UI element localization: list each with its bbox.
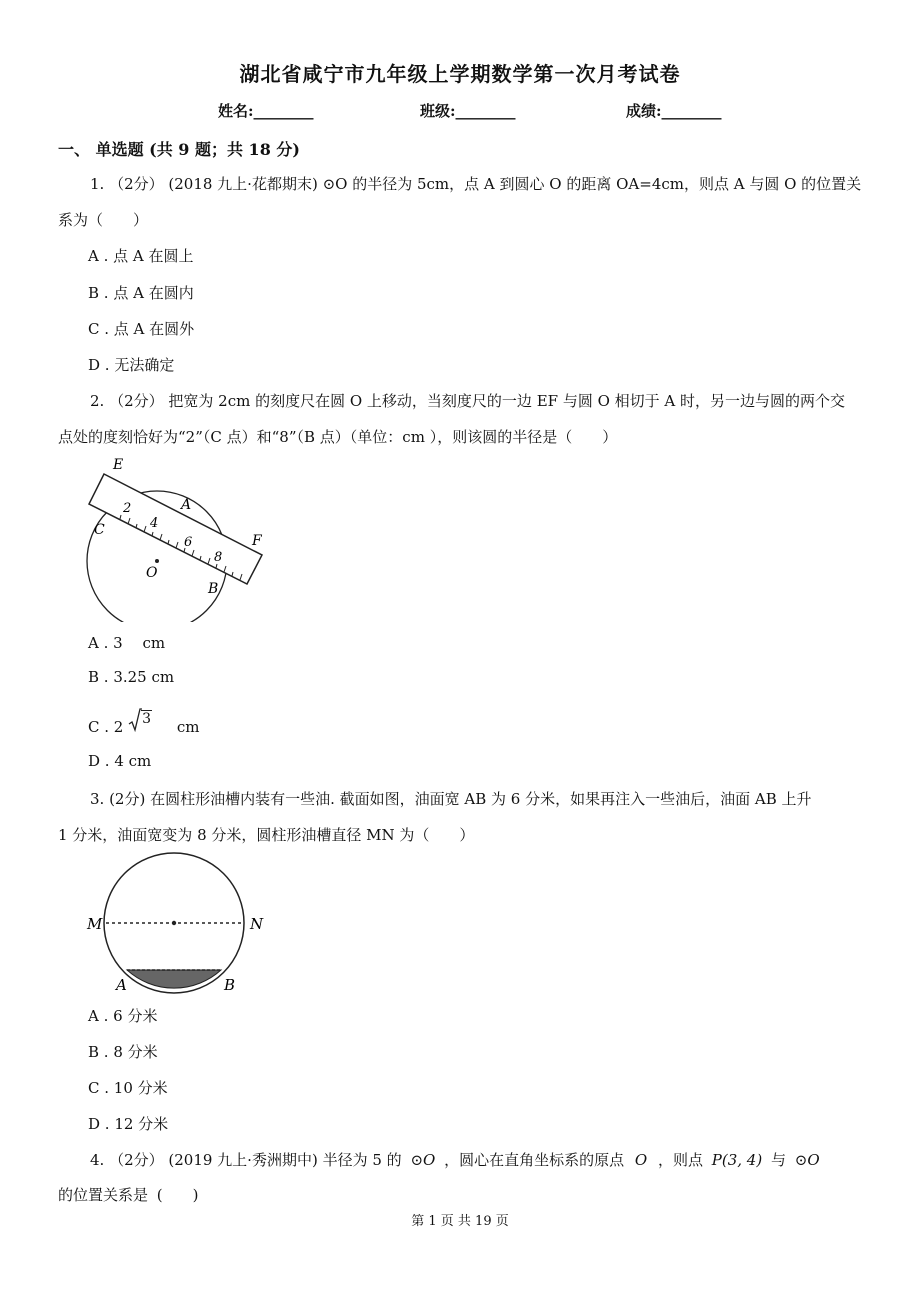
q2-label-a: A [181, 497, 192, 513]
sqrt-sign-icon [128, 708, 142, 732]
q2-line1: 2. （2分） 把宽为 2cm 的刻度尺在圆 O 上移动，当刻度尺的一边 EF 与圆 O 相切于 A 时，另一边与圆的两个交 [90, 392, 846, 410]
q2-line2: 点处的度刻恰好为“2”（C 点）和“8”（B 点）（单位：cm ），则该圆的半径是（ ） [58, 428, 618, 446]
page-title: 湖北省咸宁市九年级上学期数学第一次月考试卷 [239, 62, 681, 86]
score-field: 成绩:________ [626, 102, 722, 120]
q2-label-o: O [146, 565, 158, 581]
q4-math-point-p: P(3, 4) [711, 1151, 763, 1169]
q4-line2-text: 的位置关系是 [58, 1186, 149, 1204]
q2-center-dot [155, 559, 159, 563]
q4-line1 [90, 1149, 820, 1171]
q2-label-f: F [252, 533, 262, 549]
q4-math-circle-o: ⊙O [410, 1151, 436, 1169]
q3-line1: 3. (2分) 在圆柱形油槽内装有一些油. 截面如图，油面宽 AB 为 6 分米，如果再注入一些油后，油面 AB 上升 [90, 790, 812, 808]
q4-text-mid3: 与 [770, 1151, 786, 1169]
q2-tick-2: 2 [123, 501, 132, 516]
name-field: 姓名:________ [218, 102, 314, 120]
class-field: 班级:________ [420, 102, 516, 120]
q3-label-m: M [87, 915, 103, 933]
q1-option-a: A . 点 A 在圆上 [88, 247, 194, 265]
q2-label-e: E [113, 457, 124, 473]
q2-label-c: C [94, 522, 105, 538]
q2-option-c-unit: cm [176, 718, 200, 736]
q1-option-b: B . 点 A 在圆内 [88, 284, 194, 302]
q3-line2: 1 分米，油面宽变为 8 分米，圆柱形油槽直径 MN 为（ ） [58, 826, 475, 844]
q4-text-pre: 4. （2分） (2019 九上·秀洲期中) 半径为 5 的 [90, 1151, 402, 1169]
q2-option-a: A . 3 cm [88, 634, 166, 652]
page-footer: 第 1 页 共 19 页 [411, 1214, 509, 1229]
q2-tick-8: 8 [214, 550, 223, 565]
q3-label-b: B [224, 976, 236, 994]
q2-option-c-label: C . 2 [88, 718, 124, 736]
q4-math-o: O [634, 1151, 648, 1169]
q2-figure-ruler-circle [80, 452, 280, 622]
q2-option-d: D . 4 cm [88, 752, 152, 770]
q3-option-b: B . 8 分米 [88, 1043, 158, 1061]
q1-option-c: C . 点 A 在圆外 [88, 320, 195, 338]
q4-text-mid1: ，圆心在直角坐标系的原点 [444, 1151, 625, 1169]
q4-math-circle-o2: ⊙O [794, 1151, 820, 1169]
q2-option-b: B . 3.25 cm [88, 668, 175, 686]
section-heading: 一、 单选题 (共 9 题；共 18 分) [58, 140, 300, 159]
q2-tick-4: 4 [150, 516, 159, 531]
q2-label-b: B [208, 581, 219, 597]
q3-label-n: N [250, 915, 264, 933]
q3-option-c: C . 10 分米 [88, 1079, 168, 1097]
q1-option-d: D . 无法确定 [88, 356, 175, 374]
q4-text-mid2: ，则点 [657, 1151, 703, 1169]
q2-option-c [88, 711, 200, 736]
q4-answer-paren: ( ) [156, 1186, 199, 1204]
q3-center-dot [172, 921, 176, 925]
q2-ruler [89, 474, 262, 584]
q1-line1: 1. （2分） (2018 九上·花都期末) ⊙O 的半径为 5cm，点 A 到圆心 O 的距离 OA=4cm，则点 A 与圆 O 的位置关 [90, 175, 862, 193]
q3-option-d: D . 12 分米 [88, 1115, 169, 1133]
q3-figure-oil-tank [84, 852, 274, 1002]
q1-line2: 系为（ ） [58, 211, 149, 229]
q2-option-c-sqrt: 3 [128, 714, 154, 734]
q2-tick-6: 6 [184, 535, 193, 550]
q3-option-a: A . 6 分米 [88, 1007, 158, 1025]
q4-line2 [58, 1184, 199, 1206]
q3-label-a: A [116, 976, 127, 994]
